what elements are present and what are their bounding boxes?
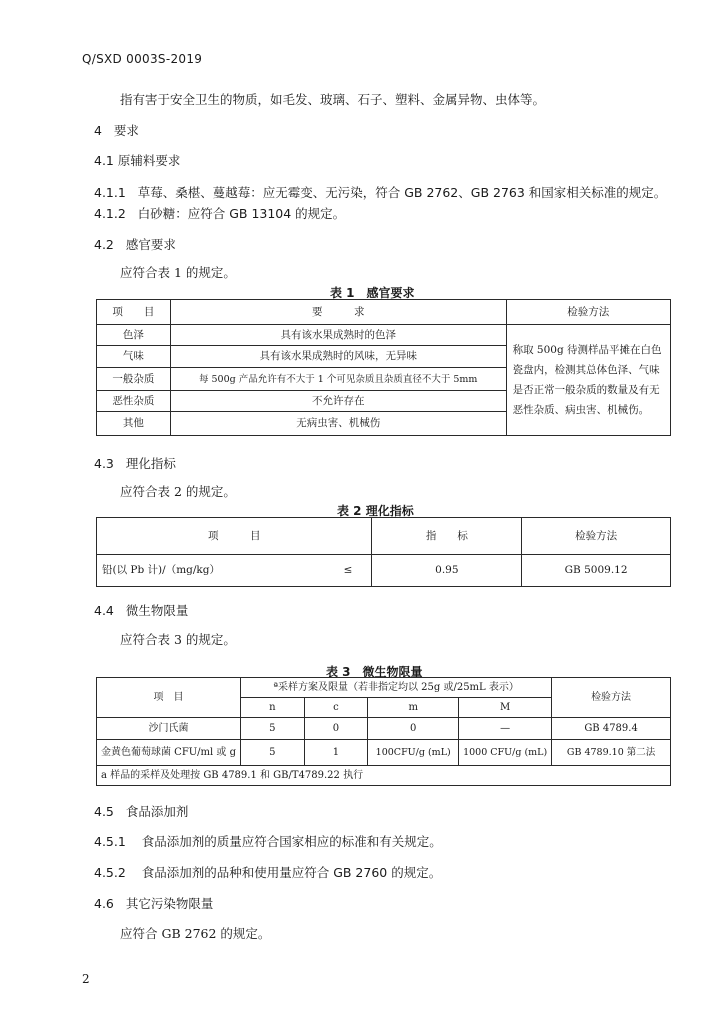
subheader-M: M	[459, 698, 552, 718]
section-number: 4.6	[94, 896, 114, 911]
section-number: 4.1	[94, 153, 114, 168]
table-row-c: 0	[304, 718, 368, 740]
method-line: 称取 500g 待测样品平摊在白色	[512, 344, 662, 356]
method-line: 是否正常一般杂质的数量及有无	[512, 384, 660, 396]
section-4-3-heading	[94, 454, 176, 472]
sensory-requirements-table	[96, 299, 671, 436]
table-row-item	[97, 555, 372, 587]
clause-text: 草莓、桑椹、蔓越莓：应无霉变、无污染，符合 GB 2762、GB 2763 和国家相关标准的规定。	[137, 185, 667, 200]
clause-number: 4.1.2	[94, 206, 126, 221]
section-4-5-heading	[94, 802, 188, 820]
section-title: 微生物限量	[125, 603, 189, 618]
section-4-heading	[94, 121, 139, 139]
section-title: 原辅料要求	[117, 153, 181, 168]
clause-number: 4.5.2	[94, 865, 126, 880]
method-line: 瓷盘内，检测其总体色泽、气味	[512, 364, 660, 376]
clause-text: 食品添加剂的质量应符合国家相应的标准和有关规定。	[141, 834, 442, 849]
section-number: 4.4	[94, 603, 114, 618]
intro-paragraph: 指有害于安全卫生的物质，如毛发、玻璃、石子、塑料、金属异物、虫体等。	[120, 92, 546, 107]
table-header-method: 检验方法	[506, 300, 670, 325]
table-row-m: 0	[368, 718, 459, 740]
table-3-caption: 表 3 微生物限量	[326, 665, 423, 679]
clause-4-5-1	[94, 832, 442, 850]
table-row-item: 一般杂质	[97, 368, 171, 391]
table-row-c: 1	[304, 740, 368, 766]
section-4-4-text: 应符合表 3 的规定。	[120, 632, 236, 647]
table-header-item: 项 目	[97, 518, 372, 555]
section-title: 理化指标	[125, 456, 176, 471]
table-row-requirement: 不允许存在	[170, 391, 506, 412]
table-row-requirement: 无病虫害、机械伤	[170, 412, 506, 436]
section-number: 4.2	[94, 237, 114, 252]
section-4-4-heading	[94, 601, 188, 619]
section-title: 食品添加剂	[125, 804, 189, 819]
table-row-item: 恶性杂质	[97, 391, 171, 412]
table-header-method: 检验方法	[552, 678, 671, 718]
table-row-n: 5	[240, 718, 304, 740]
section-number: 4.3	[94, 456, 114, 471]
section-title: 其它污染物限量	[125, 896, 214, 911]
section-number: 4.5	[94, 804, 114, 819]
table-row-requirement: 具有该水果成熟时的风味，无异味	[170, 346, 506, 368]
subheader-n: n	[240, 698, 304, 718]
section-title: 要求	[113, 123, 139, 138]
table-row-method: GB 4789.4	[552, 718, 671, 740]
section-4-6-text: 应符合 GB 2762 的规定。	[120, 926, 271, 941]
table-footnote: a 样品的采样及处理按 GB 4789.1 和 GB/T4789.22 执行	[97, 766, 671, 786]
section-4-2-text: 应符合表 1 的规定。	[120, 265, 236, 280]
document-code: Q/SXD 0003S-2019	[82, 52, 203, 66]
table-row-method: GB 5009.12	[522, 555, 671, 587]
subheader-m: m	[368, 698, 459, 718]
section-4-1-heading	[94, 151, 180, 169]
method-line: 恶性杂质、病虫害、机械伤。	[512, 404, 650, 416]
table-header-sampling-plan: ª采样方案及限量（若非指定均以 25g 或/25mL 表示）	[240, 678, 551, 698]
item-name: 铅(以 Pb 计)/（mg/kg）	[102, 564, 220, 576]
table-row-M: 1000 CFU/g (mL)	[459, 740, 552, 766]
section-4-3-text: 应符合表 2 的规定。	[120, 484, 236, 499]
clause-4-1-2	[94, 204, 345, 222]
table-row-item: 金黄色葡萄球菌 CFU/ml 或 g	[97, 740, 241, 766]
table-row-requirement: 每 500g 产品允许有不大于 1 个可见杂质且杂质直径不大于 5mm	[170, 368, 506, 391]
table-row-n: 5	[240, 740, 304, 766]
table-row-item: 沙门氏菌	[97, 718, 241, 740]
section-4-2-heading	[94, 235, 176, 253]
clause-number: 4.5.1	[94, 834, 126, 849]
table-header-item: 项 目	[97, 300, 171, 325]
table-header-item: 项 目	[97, 678, 241, 718]
clause-number: 4.1.1	[94, 185, 126, 200]
section-number: 4	[94, 123, 102, 138]
table-row-requirement: 具有该水果成熟时的色泽	[170, 325, 506, 346]
page-number: 2	[82, 972, 90, 986]
table-row-item: 气味	[97, 346, 171, 368]
section-4-6-heading	[94, 894, 213, 912]
subheader-c: c	[304, 698, 368, 718]
physicochemical-table	[96, 517, 671, 587]
table-2-caption: 表 2 理化指标	[337, 504, 414, 518]
inspection-method-cell	[506, 325, 670, 436]
table-row-item: 色泽	[97, 325, 171, 346]
clause-text: 白砂糖：应符合 GB 13104 的规定。	[137, 206, 346, 221]
table-1-caption: 表 1 感官要求	[330, 286, 415, 300]
table-header-index: 指 标	[372, 518, 522, 555]
clause-4-5-2	[94, 863, 441, 881]
table-header-method: 检验方法	[522, 518, 671, 555]
table-row-m: 100CFU/g (mL)	[368, 740, 459, 766]
clause-text: 食品添加剂的品种和使用量应符合 GB 2760 的规定。	[141, 865, 442, 880]
table-header-requirement: 要 求	[170, 300, 506, 325]
table-row-method: GB 4789.10 第二法	[552, 740, 671, 766]
microbial-limits-table	[96, 677, 671, 786]
table-row-item: 其他	[97, 412, 171, 436]
table-row-M: —	[459, 718, 552, 740]
table-row-value: 0.95	[372, 555, 522, 587]
section-title: 感官要求	[125, 237, 176, 252]
less-equal-symbol: ≤	[343, 564, 353, 576]
clause-4-1-1	[94, 183, 666, 201]
